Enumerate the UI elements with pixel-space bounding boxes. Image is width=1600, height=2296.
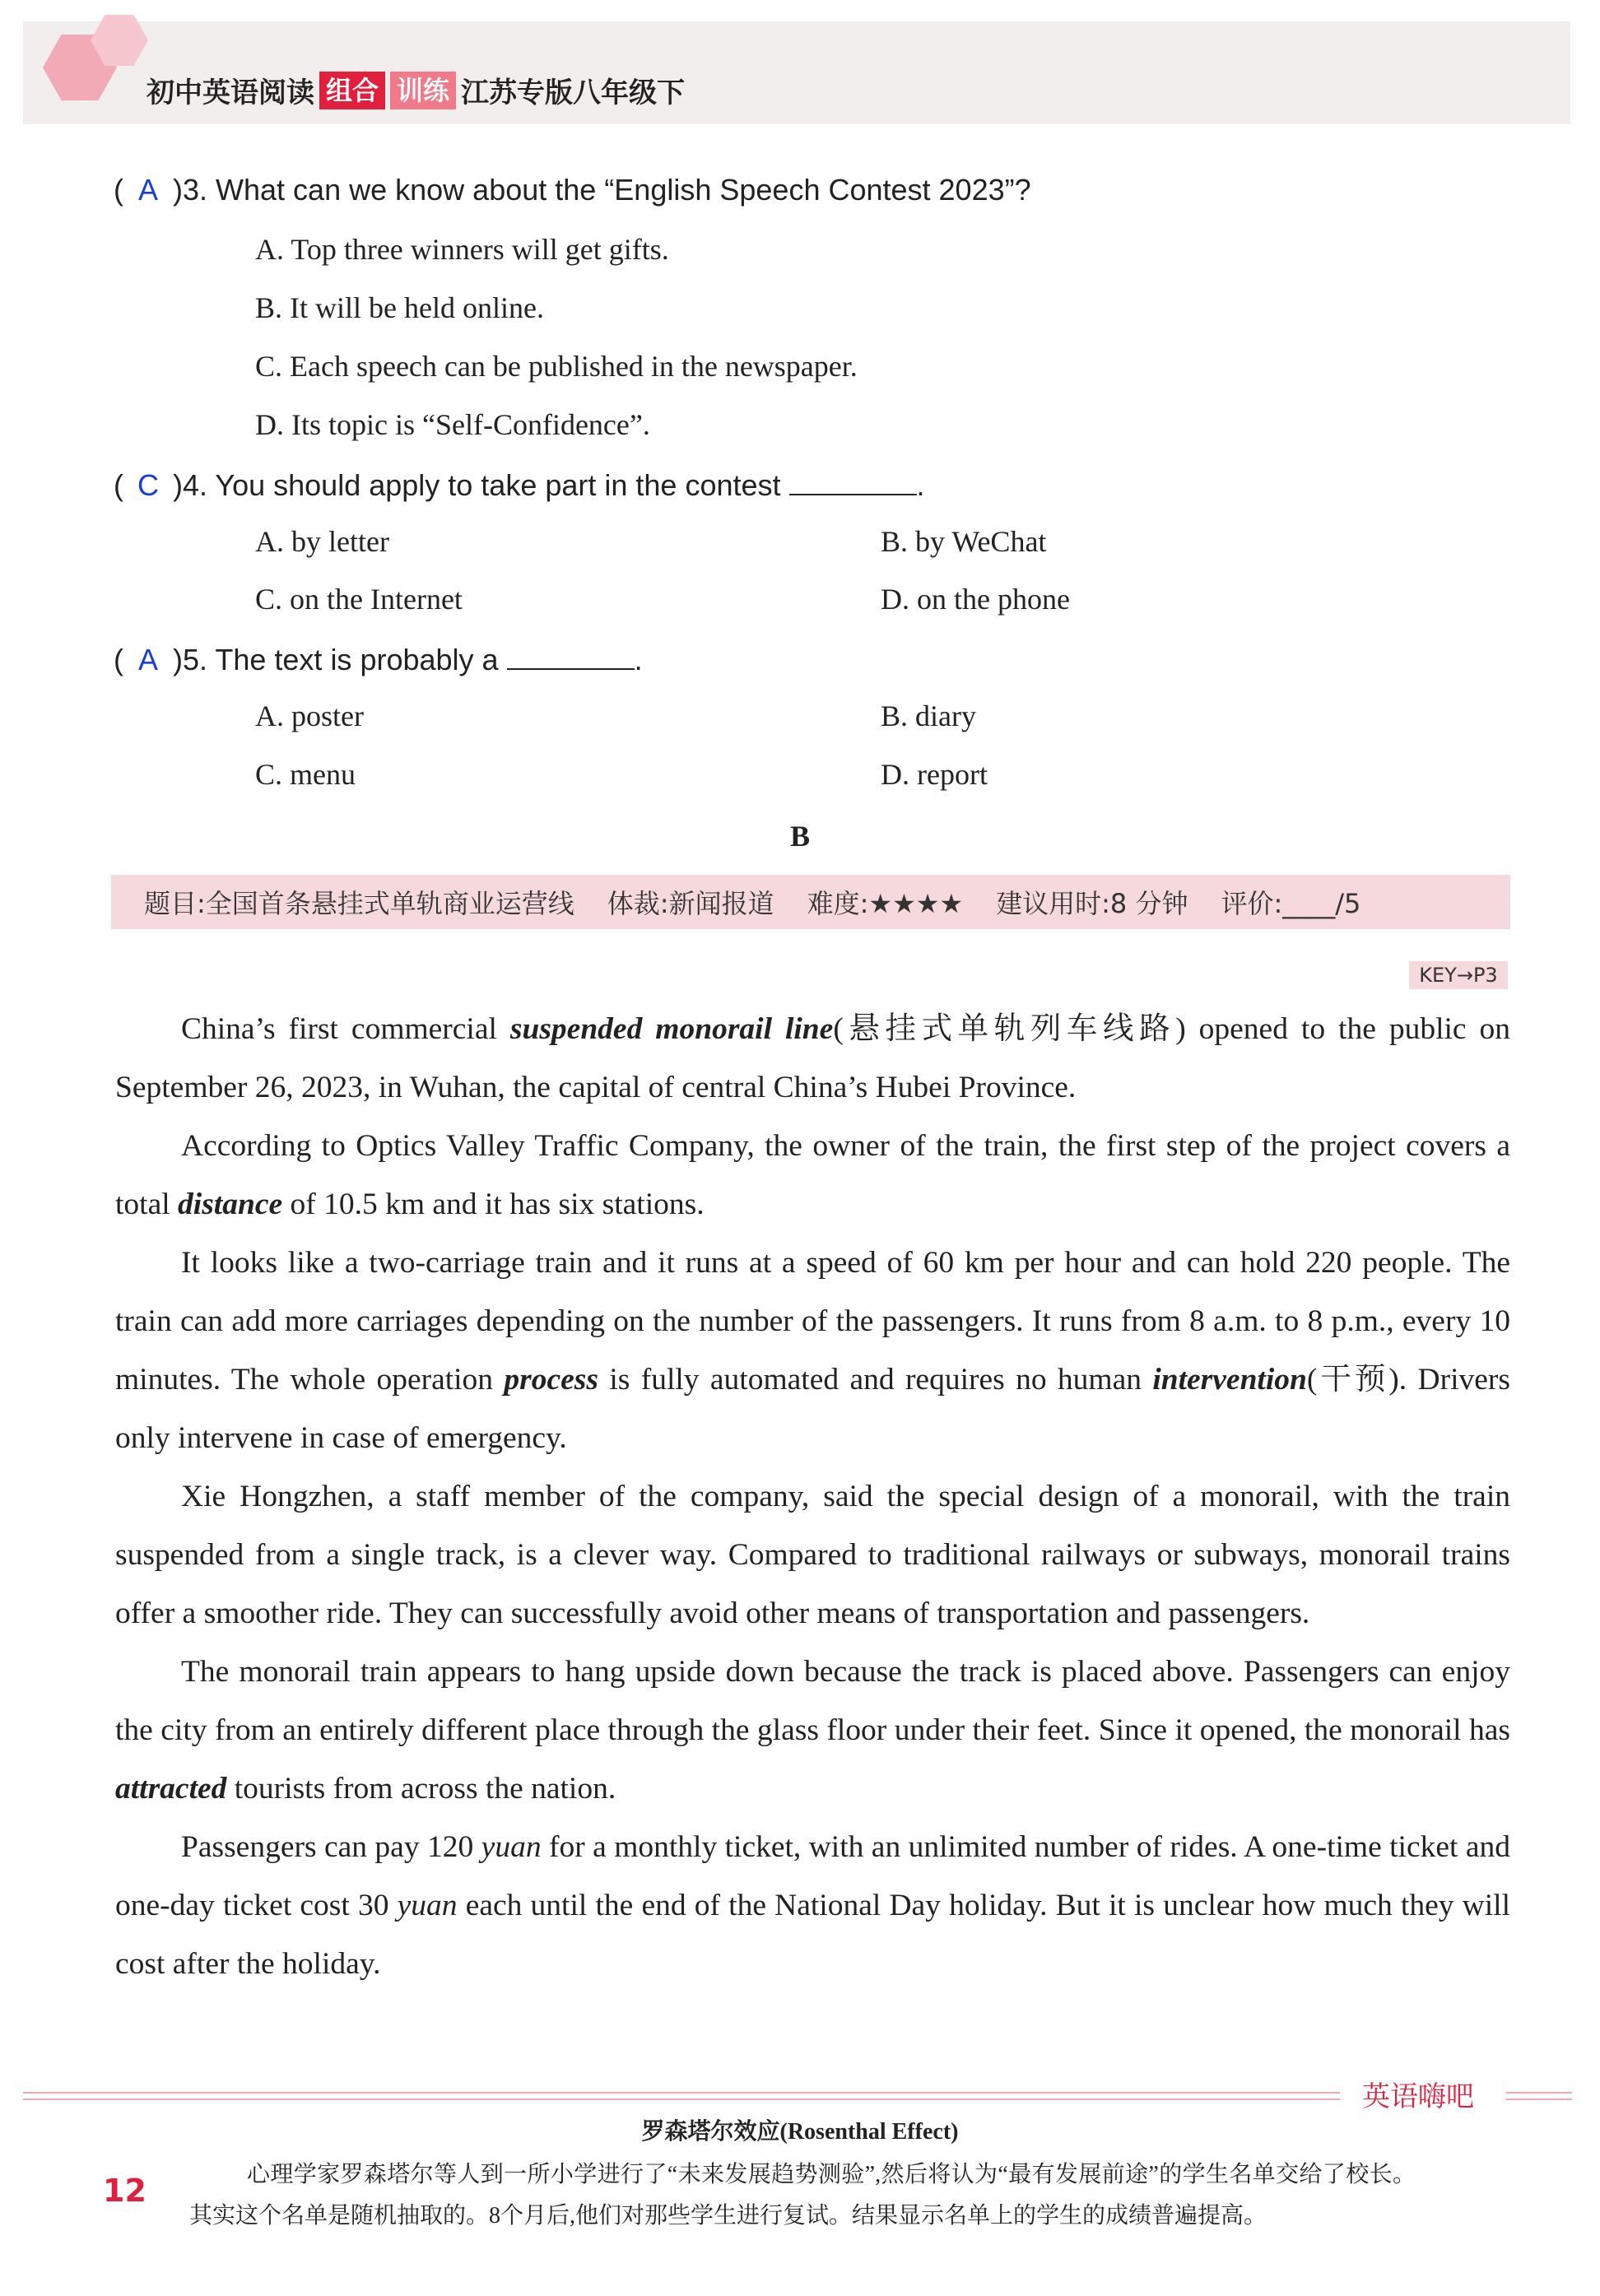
- info-difficulty: 难度:★★★★: [807, 888, 964, 919]
- option-3c: C. Each speech can be published in the newspaper.: [255, 350, 858, 383]
- passage-info-bar: [111, 875, 1510, 929]
- section-label: B: [789, 820, 810, 853]
- question-4: ( C )4. You should apply to take part in the contest .: [114, 468, 925, 502]
- option-3d: D. Its topic is “Self-Confidence”.: [255, 408, 650, 441]
- question-5: ( A )5. The text is probably a .: [114, 643, 643, 676]
- answer-blank: [789, 467, 917, 495]
- option-3b: B. It will be held online.: [255, 291, 544, 324]
- paragraph-3: It looks like a two-carriage train and it runs at a speed of 60 km per hour and can hold 220 people. The train can add more carriages depending on the number of the passengers. It runs from 8 a.m. to 8 p.m., every 10 minutes. The whole operation process is fully automated and requires no human intervention(干预). Drivers only intervene in case of emergency.: [115, 1246, 1510, 1455]
- paragraph-1: China’s first commercial suspended monorail line(悬挂式单轨列车线路) opened to the public on September 26, 2023, in Wuhan, the capital of central China’s Hubei Province.: [115, 1012, 1511, 1104]
- info-rating: 评价:____/5: [1221, 888, 1361, 919]
- book-title: [147, 70, 685, 110]
- paragraph-2: According to Optics Valley Traffic Company, the owner of the train, the first step of the project covers a total distance of 10.5 km and it has six stations.: [115, 1129, 1510, 1221]
- info-time: 建议用时:8 分钟: [996, 888, 1188, 919]
- tag-training: 训练: [390, 72, 456, 109]
- option-5a: A. poster: [255, 699, 364, 732]
- option-4a: A. by letter: [255, 525, 389, 558]
- option-5d: D. report: [881, 758, 988, 791]
- option-4c: C. on the Internet: [255, 583, 463, 616]
- tag-combo: 组合: [319, 72, 385, 109]
- option-3a: A. Top three winners will get gifts.: [255, 233, 669, 266]
- book-edition: 江苏专版八年级下: [461, 77, 686, 109]
- option-5b: B. diary: [881, 699, 976, 732]
- answer-5: A: [137, 643, 158, 676]
- question-4-stem: You should apply to take part in the contest: [215, 468, 781, 502]
- paragraph-6: Passengers can pay 120 yuan for a monthly ticket, with an unlimited number of rides. A one-time ticket and one-day ticket cost 30 yuan each until the end of the National Day holiday. But it is unclear how much they will cost after the holiday.: [115, 1830, 1510, 1981]
- footer-text: 心理学家罗森塔尔等人到一所小学进行了“未来发展趋势测验”,然后将认为“最有发展前途”的学生名单交给了校长。其实这个名单是随机抽取的。8个月后,他们对那些学生进行复试。结果显示名单上的学生的成绩普遍提高。: [189, 2162, 1416, 2229]
- option-4d: D. on the phone: [881, 583, 1070, 616]
- info-topic: 题目:全国首条悬挂式单轨商业运营线: [144, 888, 574, 919]
- article-body: [115, 1000, 1510, 1993]
- book-title-main: 初中英语阅读: [147, 77, 314, 109]
- question-5-stem: The text is probably a: [215, 643, 499, 676]
- paragraph-4: Xie Hongzhen, a staff member of the company, said the special design of a monorail, with the train suspended from a single track, is a clever way. Compared to traditional railways or subways, monorail trains offer a smoother ride. They can successfully avoid other means of transportation and passengers.: [115, 1480, 1510, 1630]
- paragraph-5: The monorail train appears to hang upside down because the track is placed above. Passengers can enjoy the city from an entirely different place through the glass floor under their feet. Since it opened, the monorail has attracted tourists from across the nation.: [115, 1655, 1510, 1806]
- footer-brand: 英语嗨吧: [1362, 2080, 1474, 2113]
- option-5c: C. menu: [255, 758, 356, 791]
- answer-key-ref: KEY→P3: [1409, 961, 1508, 989]
- question-3-stem: What can we know about the “English Speech Contest 2023”?: [216, 173, 1031, 207]
- footer-title: 罗森塔尔效应(Rosenthal Effect): [641, 2119, 959, 2145]
- answer-blank: [507, 642, 635, 670]
- option-4b: B. by WeChat: [881, 525, 1047, 558]
- question-3: ( A )3. What can we know about the “English Speech Contest 2023”?: [114, 173, 1031, 207]
- footer-divider: [1506, 2092, 1572, 2100]
- page-number: 12: [103, 2173, 147, 2209]
- answer-4: C: [137, 468, 159, 502]
- footer-divider: [23, 2092, 1340, 2100]
- answer-3: A: [137, 173, 158, 207]
- info-genre: 体裁:新闻报道: [607, 888, 774, 919]
